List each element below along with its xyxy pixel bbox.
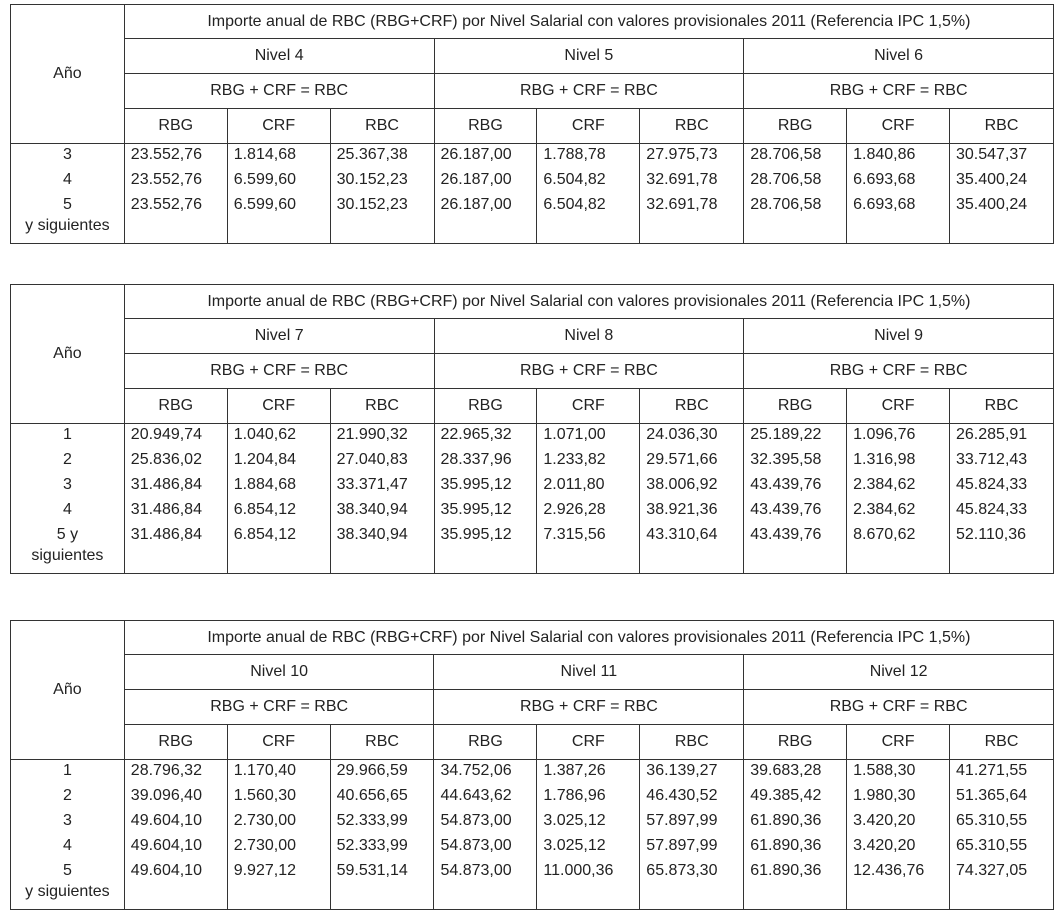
column-header: CRF [537, 389, 640, 424]
value-cell: 49.604,10 [124, 810, 227, 835]
column-header: RBC [950, 109, 1054, 144]
value-cell: 27.040,83 [330, 449, 434, 474]
year-label: 1 [62, 426, 72, 443]
value-cell: 1.170,40 [227, 760, 330, 785]
column-header: RBC [330, 109, 434, 144]
table-row [11, 499, 1054, 524]
value-cell: 52.333,99 [330, 835, 434, 860]
column-header: RBC [640, 725, 744, 760]
value-cell: 6.599,60 [227, 169, 330, 194]
value-cell: 12.436,76 [847, 860, 950, 910]
value-cell: 1.233,82 [537, 449, 640, 474]
value-cell: 54.873,00 [434, 835, 537, 860]
year-cell [11, 194, 125, 244]
formula-header: RBG + CRF = RBC [434, 690, 744, 725]
value-cell: 26.187,00 [434, 144, 537, 169]
value-cell: 28.796,32 [124, 760, 227, 785]
level-row [11, 39, 1054, 74]
value-cell: 35.995,12 [434, 499, 537, 524]
value-cell: 1.387,26 [537, 760, 640, 785]
value-cell: 25.367,38 [330, 144, 434, 169]
year-label: 2 [62, 450, 72, 468]
value-cell: 65.873,30 [640, 860, 744, 910]
value-cell: 30.152,23 [330, 194, 434, 244]
value-cell: 33.712,43 [950, 449, 1054, 474]
salary-table-2 [10, 284, 1054, 574]
level-row [11, 319, 1054, 354]
column-header: CRF [847, 109, 950, 144]
value-cell: 49.604,10 [124, 835, 227, 860]
column-header: RBC [640, 109, 744, 144]
value-cell: 1.814,68 [227, 144, 330, 169]
column-header: CRF [847, 389, 950, 424]
value-cell: 1.204,84 [227, 449, 330, 474]
column-header-row [11, 109, 1054, 144]
value-cell: 35.400,24 [950, 194, 1054, 244]
year-label: 3 [62, 146, 72, 163]
column-header-row [11, 725, 1054, 760]
column-header: RBG [434, 725, 537, 760]
value-cell: 31.486,84 [124, 474, 227, 499]
value-cell: 28.706,58 [744, 144, 847, 169]
level-header: Nivel 6 [744, 39, 1054, 74]
value-cell: 32.691,78 [640, 169, 744, 194]
value-cell: 2.730,00 [227, 810, 330, 835]
value-cell: 36.139,27 [640, 760, 744, 785]
value-cell: 2.384,62 [847, 499, 950, 524]
value-cell: 54.873,00 [434, 860, 537, 910]
value-cell: 51.365,64 [950, 785, 1054, 810]
value-cell: 22.965,32 [434, 424, 537, 449]
value-cell: 20.949,74 [124, 424, 227, 449]
year-cell [11, 785, 125, 810]
header-row [11, 621, 1054, 655]
column-header: CRF [537, 725, 640, 760]
value-cell: 6.599,60 [227, 194, 330, 244]
value-cell: 1.588,30 [847, 760, 950, 785]
year-cell [11, 449, 125, 474]
value-cell: 33.371,47 [330, 474, 434, 499]
value-cell: 59.531,14 [330, 860, 434, 910]
year-cell [11, 860, 125, 910]
value-cell: 49.385,42 [744, 785, 847, 810]
table-row [11, 474, 1054, 499]
value-cell: 1.071,00 [537, 424, 640, 449]
value-cell: 61.890,36 [744, 835, 847, 860]
value-cell: 6.854,12 [227, 524, 330, 574]
column-header: CRF [847, 725, 950, 760]
value-cell: 6.854,12 [227, 499, 330, 524]
value-cell: 3.025,12 [537, 810, 640, 835]
formula-header: RBG + CRF = RBC [744, 690, 1054, 725]
value-cell: 38.921,36 [640, 499, 744, 524]
level-header: Nivel 12 [744, 655, 1054, 690]
table-row [11, 524, 1054, 574]
value-cell: 38.340,94 [330, 499, 434, 524]
value-cell: 6.504,82 [537, 194, 640, 244]
value-cell: 23.552,76 [124, 144, 227, 169]
year-cell [11, 760, 125, 785]
value-cell: 23.552,76 [124, 194, 227, 244]
value-cell: 28.337,96 [434, 449, 537, 474]
value-cell: 43.310,64 [640, 524, 744, 574]
value-cell: 9.927,12 [227, 860, 330, 910]
value-cell: 11.000,36 [537, 860, 640, 910]
value-cell: 45.824,33 [950, 474, 1054, 499]
value-cell: 57.897,99 [640, 835, 744, 860]
value-cell: 8.670,62 [847, 524, 950, 574]
table-title: Importe anual de RBC (RBG+CRF) por Nivel Salarial con valores provisionales 2011 (Referencia IPC 1,5%) [124, 285, 1053, 319]
table-row [11, 449, 1054, 474]
formula-row [11, 74, 1054, 109]
value-cell: 65.310,55 [950, 810, 1054, 835]
column-header: RBG [744, 109, 847, 144]
value-cell: 23.552,76 [124, 169, 227, 194]
value-cell: 1.786,96 [537, 785, 640, 810]
value-cell: 30.152,23 [330, 169, 434, 194]
table-row [11, 144, 1054, 169]
value-cell: 49.604,10 [124, 860, 227, 910]
formula-header: RBG + CRF = RBC [124, 354, 434, 389]
column-header: RBC [950, 389, 1054, 424]
value-cell: 1.040,62 [227, 424, 330, 449]
year-cell [11, 835, 125, 860]
year-label: 2 [62, 786, 72, 804]
year-label: 5 y siguientes [25, 195, 110, 234]
column-header: CRF [227, 109, 330, 144]
value-cell: 3.025,12 [537, 835, 640, 860]
formula-row [11, 690, 1054, 725]
value-cell: 39.096,40 [124, 785, 227, 810]
value-cell: 35.400,24 [950, 169, 1054, 194]
value-cell: 44.643,62 [434, 785, 537, 810]
level-header: Nivel 8 [434, 319, 744, 354]
value-cell: 26.285,91 [950, 424, 1054, 449]
header-row [11, 285, 1054, 319]
year-label: 3 [62, 811, 72, 829]
value-cell: 29.966,59 [330, 760, 434, 785]
table-row [11, 860, 1054, 910]
value-cell: 31.486,84 [124, 499, 227, 524]
value-cell: 39.683,28 [744, 760, 847, 785]
value-cell: 27.975,73 [640, 144, 744, 169]
value-cell: 1.884,68 [227, 474, 330, 499]
column-header: RBG [744, 389, 847, 424]
column-header-row [11, 389, 1054, 424]
value-cell: 7.315,56 [537, 524, 640, 574]
value-cell: 24.036,30 [640, 424, 744, 449]
value-cell: 35.995,12 [434, 474, 537, 499]
value-cell: 28.706,58 [744, 169, 847, 194]
value-cell: 46.430,52 [640, 785, 744, 810]
year-cell [11, 524, 125, 574]
value-cell: 29.571,66 [640, 449, 744, 474]
column-header: RBC [330, 725, 434, 760]
value-cell: 30.547,37 [950, 144, 1054, 169]
value-cell: 43.439,76 [744, 499, 847, 524]
year-cell [11, 424, 125, 449]
level-header: Nivel 7 [124, 319, 434, 354]
formula-header: RBG + CRF = RBC [124, 74, 434, 109]
value-cell: 35.995,12 [434, 524, 537, 574]
salary-table-3 [10, 620, 1054, 910]
salary-table-1 [10, 4, 1054, 244]
table-row [11, 169, 1054, 194]
column-header: RBG [434, 389, 537, 424]
value-cell: 41.271,55 [950, 760, 1054, 785]
value-cell: 28.706,58 [744, 194, 847, 244]
year-label: 4 [62, 170, 72, 188]
value-cell: 1.788,78 [537, 144, 640, 169]
value-cell: 38.006,92 [640, 474, 744, 499]
year-label: 4 [62, 836, 72, 854]
value-cell: 25.189,22 [744, 424, 847, 449]
year-cell [11, 474, 125, 499]
table-row [11, 760, 1054, 785]
value-cell: 52.110,36 [950, 524, 1054, 574]
value-cell: 1.316,98 [847, 449, 950, 474]
column-header: RBG [744, 725, 847, 760]
value-cell: 61.890,36 [744, 860, 847, 910]
column-header: RBC [950, 725, 1054, 760]
year-cell [11, 499, 125, 524]
value-cell: 1.560,30 [227, 785, 330, 810]
column-header: RBC [640, 389, 744, 424]
header-row [11, 5, 1054, 39]
year-label: 3 [62, 475, 72, 493]
value-cell: 2.384,62 [847, 474, 950, 499]
level-header: Nivel 5 [434, 39, 744, 74]
value-cell: 21.990,32 [330, 424, 434, 449]
formula-header: RBG + CRF = RBC [124, 690, 434, 725]
column-header: CRF [227, 725, 330, 760]
value-cell: 1.980,30 [847, 785, 950, 810]
value-cell: 26.187,00 [434, 194, 537, 244]
formula-header: RBG + CRF = RBC [434, 74, 744, 109]
value-cell: 61.890,36 [744, 810, 847, 835]
year-label: 1 [62, 762, 72, 779]
value-cell: 6.693,68 [847, 169, 950, 194]
column-header: CRF [227, 389, 330, 424]
column-header: RBG [434, 109, 537, 144]
year-cell [11, 144, 125, 169]
value-cell: 26.187,00 [434, 169, 537, 194]
value-cell: 25.836,02 [124, 449, 227, 474]
value-cell: 40.656,65 [330, 785, 434, 810]
value-cell: 45.824,33 [950, 499, 1054, 524]
year-label: 5 y siguientes [31, 525, 104, 564]
formula-header: RBG + CRF = RBC [434, 354, 744, 389]
value-cell: 38.340,94 [330, 524, 434, 574]
column-header: RBC [330, 389, 434, 424]
value-cell: 43.439,76 [744, 474, 847, 499]
formula-header: RBG + CRF = RBC [744, 74, 1054, 109]
value-cell: 1.096,76 [847, 424, 950, 449]
year-cell [11, 169, 125, 194]
level-header: Nivel 10 [124, 655, 434, 690]
column-header: RBG [124, 725, 227, 760]
value-cell: 2.730,00 [227, 835, 330, 860]
formula-header: RBG + CRF = RBC [744, 354, 1054, 389]
value-cell: 6.693,68 [847, 194, 950, 244]
value-cell: 74.327,05 [950, 860, 1054, 910]
value-cell: 54.873,00 [434, 810, 537, 835]
value-cell: 52.333,99 [330, 810, 434, 835]
formula-row [11, 354, 1054, 389]
year-label: 4 [62, 500, 72, 518]
table-row [11, 810, 1054, 835]
year-header: Año [11, 5, 125, 144]
value-cell: 2.926,28 [537, 499, 640, 524]
value-cell: 2.011,80 [537, 474, 640, 499]
value-cell: 65.310,55 [950, 835, 1054, 860]
column-header: CRF [537, 109, 640, 144]
level-header: Nivel 9 [744, 319, 1054, 354]
table-title: Importe anual de RBC (RBG+CRF) por Nivel Salarial con valores provisionales 2011 (Referencia IPC 1,5%) [124, 621, 1053, 655]
level-header: Nivel 11 [434, 655, 744, 690]
table-row [11, 785, 1054, 810]
level-header: Nivel 4 [124, 39, 434, 74]
year-cell [11, 810, 125, 835]
table-row [11, 194, 1054, 244]
value-cell: 6.504,82 [537, 169, 640, 194]
value-cell: 43.439,76 [744, 524, 847, 574]
level-row [11, 655, 1054, 690]
year-label: 5 y siguientes [25, 861, 110, 900]
year-header: Año [11, 285, 125, 424]
value-cell: 34.752,06 [434, 760, 537, 785]
table-title: Importe anual de RBC (RBG+CRF) por Nivel Salarial con valores provisionales 2011 (Referencia IPC 1,5%) [124, 5, 1053, 39]
table-row [11, 424, 1054, 449]
column-header: RBG [124, 389, 227, 424]
year-header: Año [11, 621, 125, 760]
column-header: RBG [124, 109, 227, 144]
value-cell: 31.486,84 [124, 524, 227, 574]
value-cell: 32.691,78 [640, 194, 744, 244]
value-cell: 3.420,20 [847, 810, 950, 835]
value-cell: 3.420,20 [847, 835, 950, 860]
value-cell: 1.840,86 [847, 144, 950, 169]
value-cell: 32.395,58 [744, 449, 847, 474]
value-cell: 57.897,99 [640, 810, 744, 835]
table-row [11, 835, 1054, 860]
